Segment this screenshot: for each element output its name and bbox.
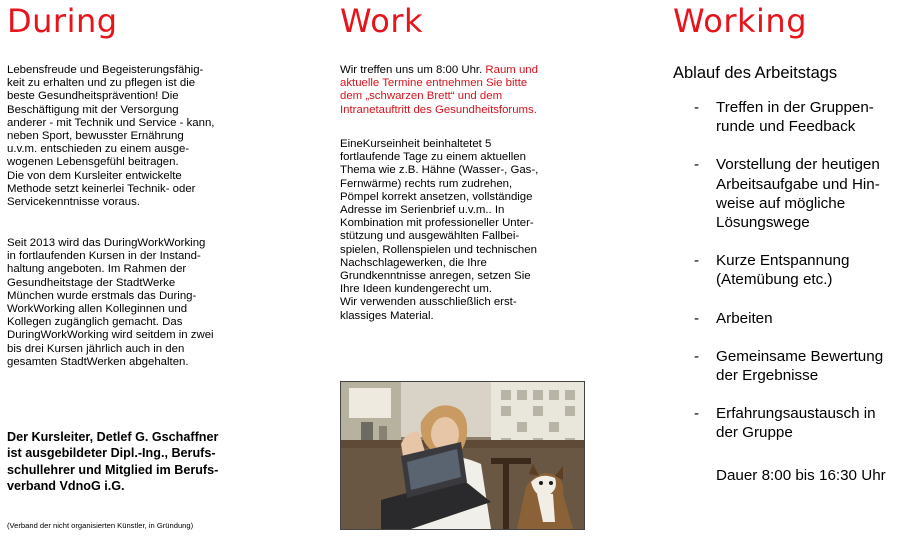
schedule-item-text: Gemeinsame Bewertung der Ergebnisse — [716, 347, 884, 385]
heading-working: Working — [673, 2, 808, 40]
schedule-item — [694, 155, 909, 232]
schedule-item — [694, 347, 909, 385]
dash-marker: - — [694, 347, 700, 365]
dash-marker: - — [694, 156, 700, 174]
meeting-location-text: Raum und aktuelle Termine entnehmen Sie bitte dem „schwarzen Brett“ und dem Intranetauftritt des Gesundheitsforums. — [340, 64, 538, 116]
schedule-item-text: Vorstellung der heutigen Arbeitsaufgabe und Hin- weise auf mögliche Lösungswege — [716, 156, 880, 232]
dash-marker: - — [694, 252, 700, 270]
heading-during: During — [7, 2, 118, 40]
schedule-item — [694, 404, 909, 442]
schedule-item — [694, 251, 909, 289]
intro-paragraph: Lebensfreude und Begeisterungsfähig- keit zu erhalten und zu pflegen ist die beste Gesundheitsprävention! Die Beschäftigung mit der Versorgung anderer - mit Technik und Service - kann, neben Sport, bewusster Ernährung u.v.m. entschieden zu einem ausge- wogenen Lebensgefühl beitragen. Die von dem Kursleiter entwickelte Methode setzt keinerlei Technik- oder Servicekenntnisse voraus. — [7, 64, 215, 209]
schedule-list — [694, 98, 909, 443]
meeting-time-text: Wir treffen uns um 8:00 Uhr. — [340, 64, 486, 76]
schedule-item — [694, 309, 909, 328]
duration-text: Dauer 8:00 bis 16:30 Uhr — [716, 467, 886, 484]
schedule-item-text: Kurze Entspannung (Atemübung etc.) — [716, 252, 850, 289]
dash-marker: - — [694, 309, 700, 327]
dash-marker: - — [694, 405, 700, 423]
course-photo — [340, 381, 585, 530]
schedule-item — [694, 98, 909, 136]
heading-work: Work — [340, 2, 424, 40]
dash-marker: - — [694, 99, 700, 116]
meeting-paragraph — [340, 64, 585, 117]
photo-woman-laptop-dog — [341, 382, 584, 529]
schedule-item-text: Arbeiten — [716, 309, 773, 327]
schedule-item-text: Erfahrungsaustausch in der Gruppe — [716, 405, 876, 442]
footnote: (Verband der nicht organisierten Künstler, in Gründung) — [7, 521, 194, 530]
history-paragraph: Seit 2013 wird das DuringWorkWorking in fortlaufenden Kursen in der Instand- haltung angeboten. Im Rahmen der Gesundheitstage der StadtWerke München wurde erstmals das During- WorkWorking allen Kolleginnen und Kollegen zugänglich gemacht. Das DuringWorkWorking wird seitdem in zwei bis drei Kursen jährlich auch in den gesamten StadtWerken abgehalten. — [7, 237, 214, 368]
schedule-title: Ablauf des Arbeitstags — [673, 64, 838, 82]
course-paragraph: EineKurseinheit beinhaltetet 5 fortlaufende Tage zu einem aktuellen Thema wie z.B. Hähne (Wasser-, Gas-, Fernwärme) rechts rum zudrehen, Pömpel korrekt ansetzen, vollständige Adresse im Serienbrief u.v.m.. In Kombination mit professioneller Unter- stützung und ausgewählten Fallbei- spielen, Rollenspielen und technischen Nachschlagewerken, die Ihre Grundkenntnisse anregen, setzen Sie Ihre Ideen kundengerecht um. Wir verwenden ausschließlich erst- klassiges Material. — [340, 138, 539, 322]
instructor-bio: Der Kursleiter, Detlef G. Gschaffner ist ausgebildeter Dipl.-Ing., Berufs- schullehrer und Mitglied im Berufs- verband VdnoG i.G. — [7, 430, 219, 494]
schedule-item-text: Treffen in der Gruppen- runde und Feedback — [716, 99, 874, 136]
